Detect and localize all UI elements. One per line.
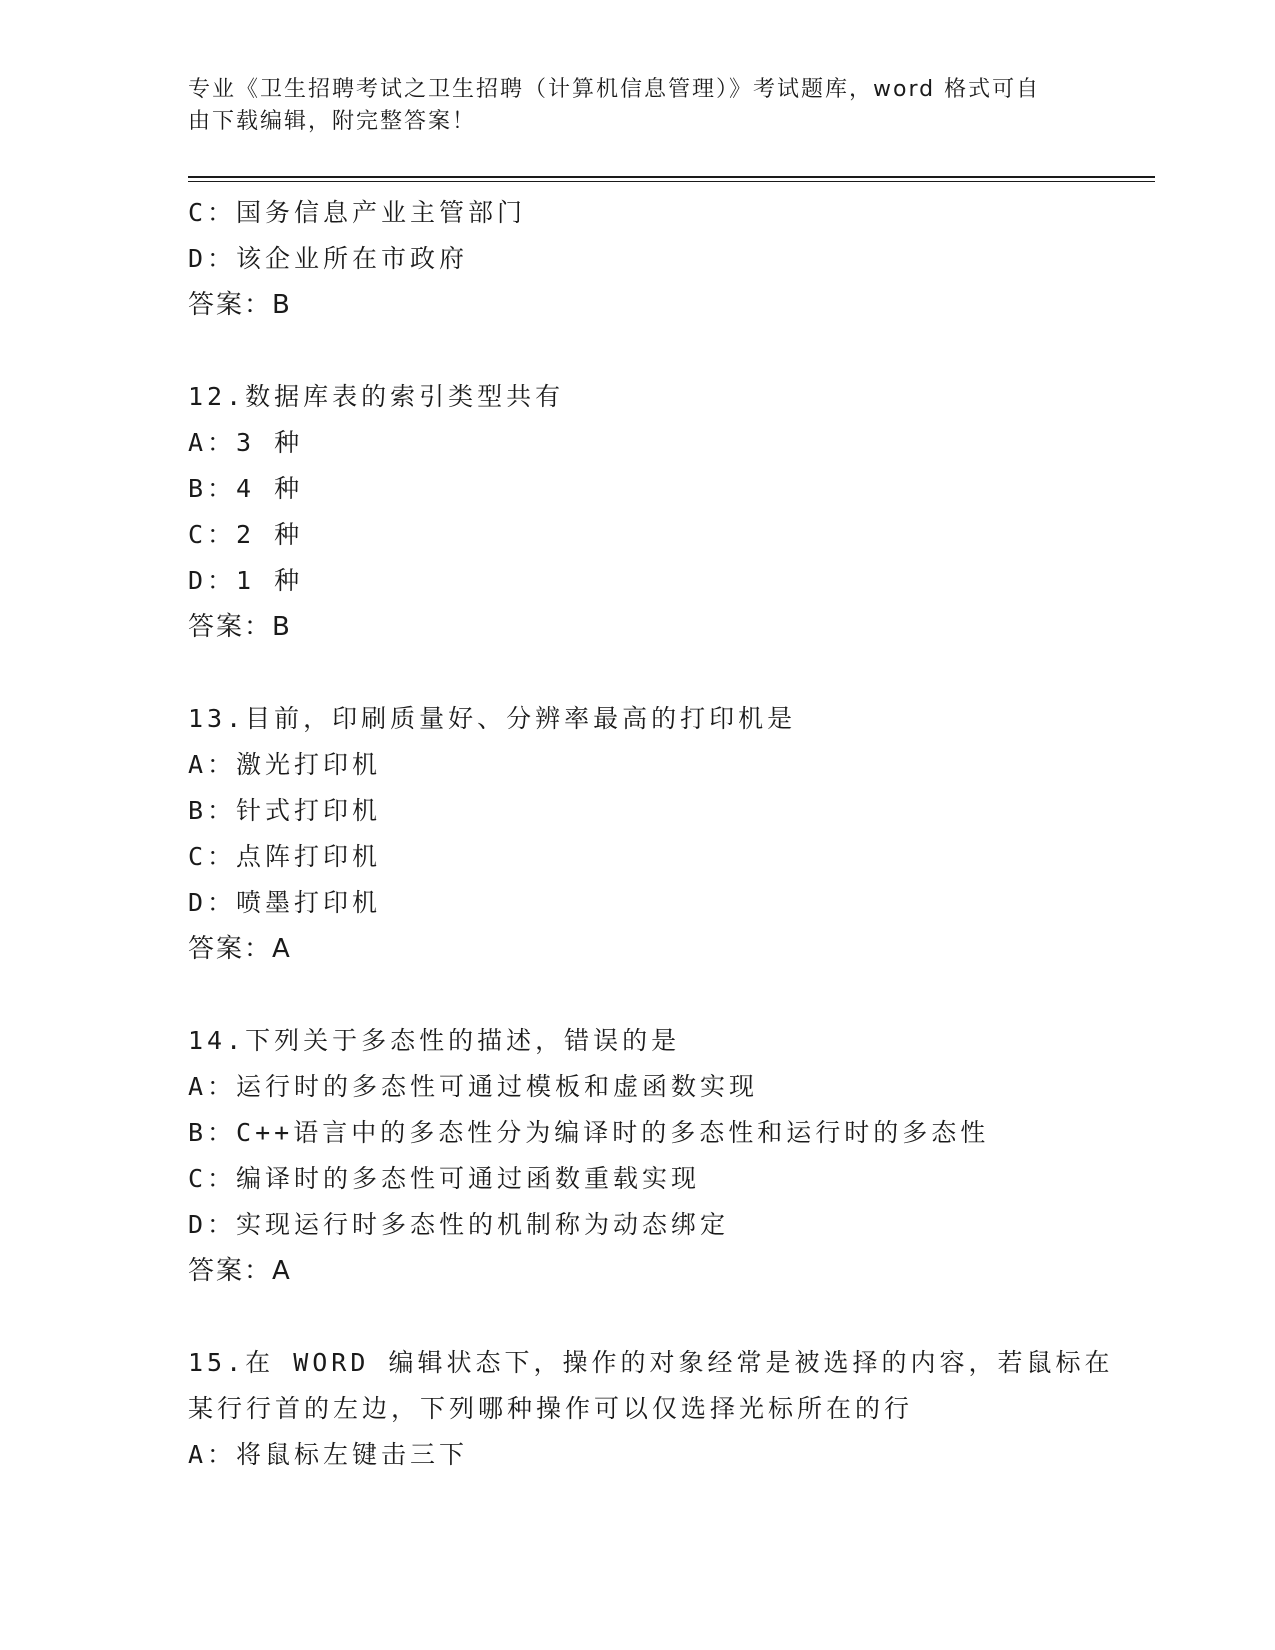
header-line-2: 由下载编辑，附完整答案！ [188, 109, 477, 134]
question-11 [188, 190, 1088, 328]
option-c: C：2 种 [188, 520, 304, 549]
question-stem: 14.下列关于多态性的描述，错误的是 [188, 1026, 681, 1055]
question-stem-line-1: 15.在 WORD 编辑状态下，操作的对象经常是被选择的内容，若鼠标在 [188, 1348, 1114, 1377]
spacer [188, 328, 1088, 374]
answer-label: 答案：A [188, 1256, 292, 1286]
option-b: B：针式打印机 [188, 796, 382, 825]
document-header [188, 74, 1068, 138]
option-a: A：将鼠标左键击三下 [188, 1440, 469, 1469]
answer-label: 答案：A [188, 934, 292, 964]
option-b: B：C++语言中的多态性分为编译时的多态性和运行时的多态性 [188, 1118, 990, 1147]
option-d: D：该企业所在市政府 [188, 244, 469, 273]
option-a: A：激光打印机 [188, 750, 382, 779]
option-d: D：实现运行时多态性的机制称为动态绑定 [188, 1210, 730, 1239]
spacer [188, 972, 1088, 1018]
question-13 [188, 696, 1088, 972]
option-c: C：国务信息产业主管部门 [188, 198, 527, 227]
option-b: B：4 种 [188, 474, 304, 503]
answer-label: 答案：B [188, 612, 292, 642]
option-d: D：喷墨打印机 [188, 888, 382, 917]
option-c: C：点阵打印机 [188, 842, 382, 871]
spacer [188, 650, 1088, 696]
question-12 [188, 374, 1088, 650]
question-stem-line-2: 某行行首的左边，下列哪种操作可以仅选择光标所在的行 [188, 1394, 914, 1423]
question-15 [188, 1340, 1114, 1478]
spacer [188, 1294, 1088, 1340]
question-list [188, 190, 1114, 1478]
option-a: A：运行时的多态性可通过模板和虚函数实现 [188, 1072, 759, 1101]
header-line-1: 专业《卫生招聘考试之卫生招聘（计算机信息管理）》考试题库，word 格式可自 [188, 77, 1041, 102]
answer-label: 答案：B [188, 290, 292, 320]
question-stem: 12.数据库表的索引类型共有 [188, 382, 565, 411]
question-stem: 13.目前，印刷质量好、分辨率最高的打印机是 [188, 704, 797, 733]
option-d: D：1 种 [188, 566, 304, 595]
option-a: A：3 种 [188, 428, 304, 457]
option-c: C：编译时的多态性可通过函数重载实现 [188, 1164, 701, 1193]
header-rule-thin [188, 181, 1155, 182]
header-rule-thick [188, 176, 1155, 178]
question-14 [188, 1018, 1088, 1294]
